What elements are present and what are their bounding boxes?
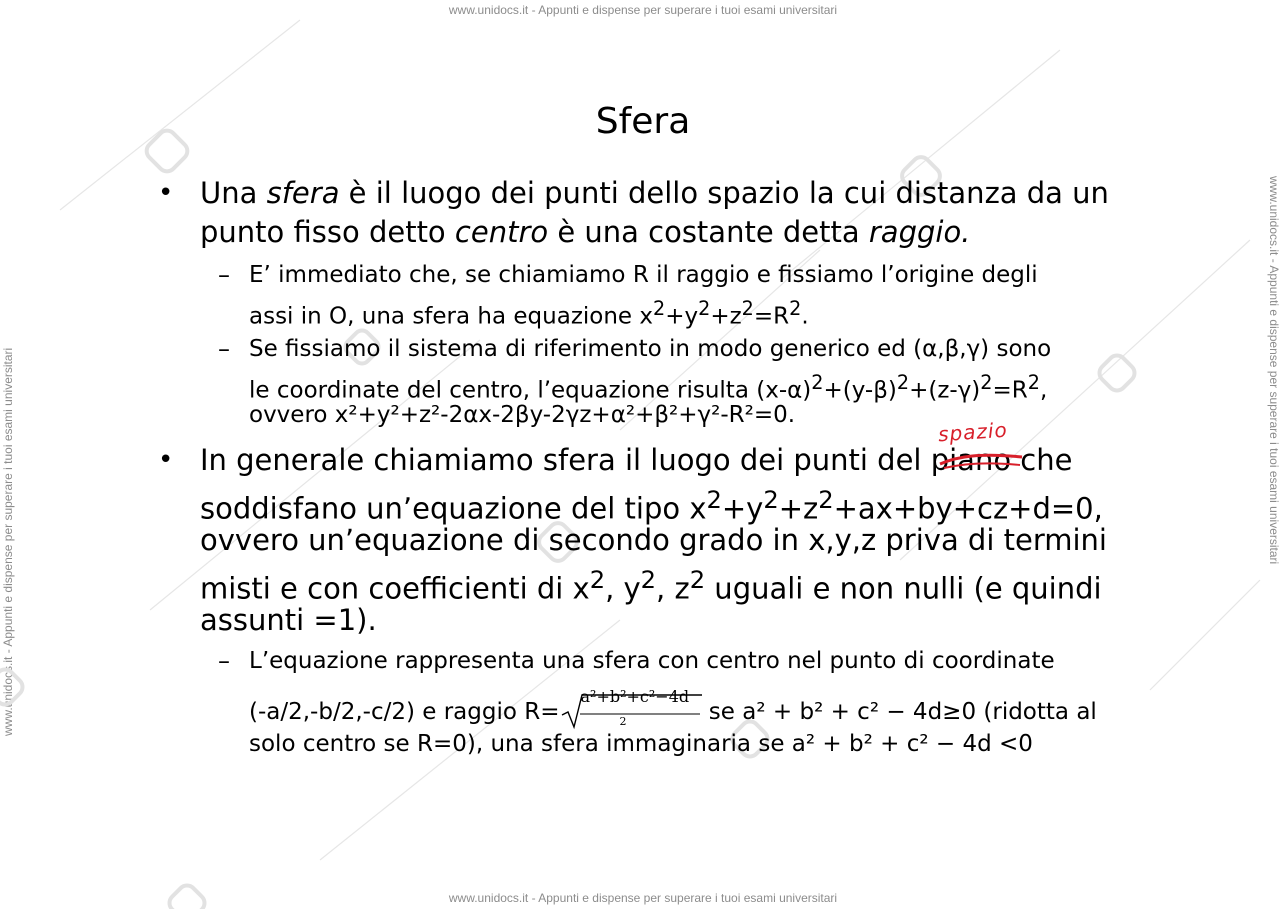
- sub-bullet-1-1-line-2: assi in O, una sfera ha equazione $x^2+y^2+z^2=R^2$.: [249, 297, 809, 330]
- radius-formula: [560, 687, 702, 733]
- watermark-logo-icon: [166, 882, 208, 909]
- bullet-2-line-1: In generale chiamiamo sfera il luogo dei punti del piano che: [200, 443, 1073, 477]
- sub-bullet-2-1-line-1: L’equazione rappresenta una sfera con centro nel punto di coordinate: [249, 648, 1055, 674]
- handwritten-correction: spazio: [937, 417, 1009, 447]
- bullet-2-line-2: soddisfano un’equazione del tipo $x^2+y^2+z^2+ax+by+cz+d=0$,: [200, 486, 1103, 526]
- sub-bullet-1-2-line-1: Se fissiamo il sistema di riferimento in modo generico ed (α,β,γ) sono: [249, 336, 1052, 362]
- watermark-left: www.unidocs.it - Appunti e dispense per superare i tuoi esami universitari: [1, 347, 15, 736]
- sub-bullet-1-2-line-2: le coordinate del centro, l’equazione risulta $(x-\alpha)^2+(y-\beta)^2+(z-\gamma)^2=R^2$,: [249, 371, 1048, 404]
- sub-bullet-1-2-line-3: ovvero x²+y²+z²-2αx-2βy-2γz+α²+β²+γ²-R²=0.: [249, 402, 796, 428]
- watermark-top: www.unidocs.it - Appunti e dispense per superare i tuoi esami universitari: [448, 3, 838, 17]
- watermark-logo-icon: [1096, 352, 1138, 394]
- sub-bullet-1-1-line-1: E’ immediato che, se chiamiamo R il raggio e fissiamo l’origine degli: [249, 262, 1038, 288]
- watermark-line: [1150, 580, 1260, 690]
- bullet-2-line-3: ovvero un’equazione di secondo grado in x,y,z priva di termini: [200, 523, 1107, 557]
- bullet-2-line-5: assunti =1).: [200, 603, 377, 637]
- sub-bullet-2-1-line-3: solo centro se R=0), una sfera immaginaria se a² + b² + c² − 4d <0: [249, 731, 1033, 757]
- sub-bullet-dash-icon: –: [218, 335, 230, 363]
- bullet-1-line-1: Una sfera è il luogo dei punti dello spazio la cui distanza da un: [200, 176, 1109, 210]
- sub-bullet-dash-icon: –: [218, 647, 230, 675]
- formula-numerator: a²+b²+c²−4d: [580, 687, 690, 706]
- bullet-1-line-2: punto fisso detto centro è una costante detta raggio.: [200, 215, 971, 249]
- formula-denominator: 2: [619, 715, 627, 728]
- sub-bullet-2-1-line-2: (-a/2,-b/2,-c/2) e raggio R= a²+b²+c²−4d 2 se a² + b² + c² − 4d≥0 (ridotta al: [249, 693, 1097, 733]
- bullet-dot-icon: •: [158, 445, 174, 475]
- bullet-2-line-4: misti e con coefficienti di $x^2$, $y^2$, $z^2$ uguali e non nulli (e quindi: [200, 566, 1102, 606]
- sub-bullet-dash-icon: –: [218, 261, 230, 289]
- watermark-logo-icon: [0, 666, 26, 708]
- struck-word: piano: [930, 443, 1012, 477]
- watermark-right: www.unidocs.it - Appunti e dispense per superare i tuoi esami universitari: [1267, 176, 1281, 565]
- strikethrough-mark: [936, 444, 1026, 474]
- bullet-dot-icon: •: [158, 178, 174, 208]
- slide-title: Sfera: [595, 101, 691, 142]
- watermark-bottom: www.unidocs.it - Appunti e dispense per superare i tuoi esami universitari: [448, 891, 838, 905]
